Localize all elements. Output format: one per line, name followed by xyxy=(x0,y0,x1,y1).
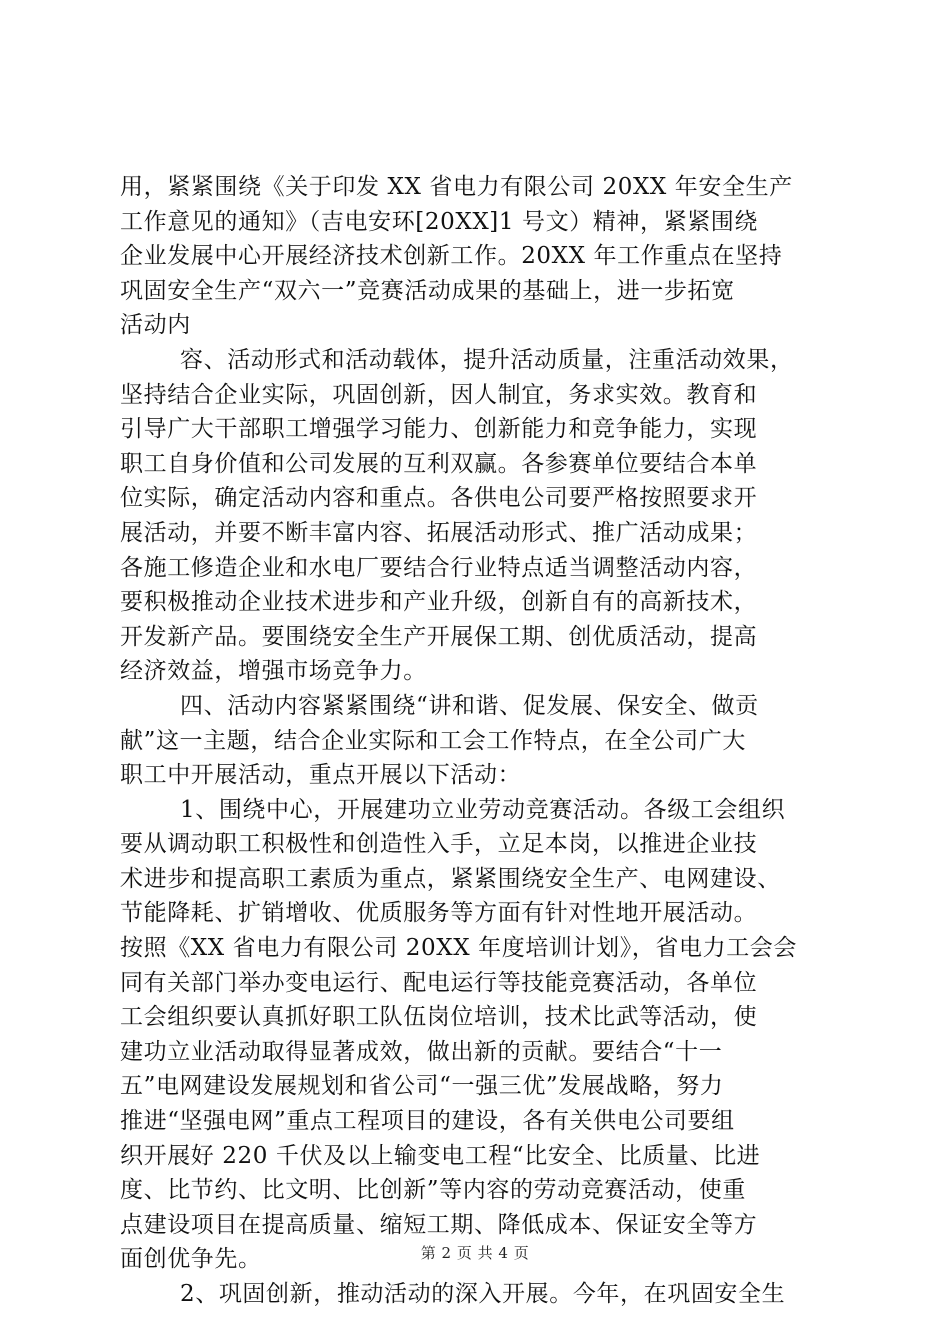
list-item-line: 1、围绕中心，开展建功立业劳动竞赛活动。各级工会组织 xyxy=(180,796,786,823)
section-heading-line: 四、活动内容紧紧围绕“讲和谐、促发展、保安全、做贡 xyxy=(180,692,759,719)
text-line: 工会组织要认真抓好职工队伍岗位培训，技术比武等活动，使 xyxy=(120,1004,758,1031)
text-line: 用，紧紧围绕《关于印发 XX 省电力有限公司 20XX 年安全生产 xyxy=(120,174,793,200)
text-line: 职工自身价值和公司发展的互利双赢。各参赛单位要结合本单 xyxy=(120,450,758,477)
text-line: 度、比节约、比文明、比创新”等内容的劳动竞赛活动，使重 xyxy=(120,1177,746,1204)
text-line: 要积极推动企业技术进步和产业升级，创新自有的高新技术， xyxy=(120,589,758,616)
page-number: 第 2 页 共 4 页 xyxy=(420,1244,530,1262)
text-line: 坚持结合企业实际，巩固创新，因人制宜，务求实效。教育和 xyxy=(120,381,758,408)
text-line: 位实际，确定活动内容和重点。各供电公司要严格按照要求开 xyxy=(120,485,758,512)
text-line: 要从调动职工积极性和创造性入手，立足本岗，以推进企业技 xyxy=(120,831,758,858)
text-line: 点建设项目在提高质量、缩短工期、降低成本、保证安全等方 xyxy=(120,1211,758,1238)
text-line: 巩固安全生产“双六一”竞赛活动成果的基础上，进一步拓宽 xyxy=(120,277,735,304)
text-line: 企业发展中心开展经济技术创新工作。20XX 年工作重点在坚持 xyxy=(120,243,783,270)
document-body xyxy=(120,170,840,1312)
text-line: 活动内 xyxy=(120,312,191,339)
text-line: 开发新产品。要围绕安全生产开展保工期、创优质活动，提高 xyxy=(120,623,758,650)
text-line: 面创优争先。 xyxy=(120,1246,262,1273)
text-line: 献”这一主题，结合企业实际和工会工作特点，在全公司广大 xyxy=(120,727,746,754)
text-line: 各施工修造企业和水电厂要结合行业特点适当调整活动内容， xyxy=(120,554,758,581)
text-line: 术进步和提高职工素质为重点，紧紧围绕安全生产、电网建设、 xyxy=(120,865,781,892)
text-line: 建功立业活动取得显著成效，做出新的贡献。要结合“十一 xyxy=(120,1038,723,1065)
text-line: 引导广大干部职工增强学习能力、创新能力和竞争能力，实现 xyxy=(120,416,758,443)
text-line: 节能降耗、扩销增收、优质服务等方面有针对性地开展活动。 xyxy=(120,900,758,927)
text-line: 职工中开展活动，重点开展以下活动： xyxy=(120,762,522,789)
text-line: 容、活动形式和活动载体，提升活动质量，注重活动效果， xyxy=(180,346,794,373)
text-line: 工作意见的通知》（吉电安环[20XX]1 号文）精神，紧紧围绕 xyxy=(120,208,759,235)
text-line: 同有关部门举办变电运行、配电运行等技能竞赛活动，各单位 xyxy=(120,969,758,996)
text-line: 五”电网建设发展规划和省公司“一强三优”发展战略，努力 xyxy=(120,1073,724,1100)
list-item-line: 2、巩固创新，推动活动的深入开展。今年，在巩固安全生 xyxy=(180,1281,786,1307)
text-line: 织开展好 220 千伏及以上输变电工程“比安全、比质量、比进 xyxy=(120,1142,761,1169)
text-line: 按照《XX 省电力有限公司 20XX 年度培训计划》，省电力工会会 xyxy=(120,935,797,962)
text-line: 展活动，并要不断丰富内容、拓展活动形式、推广活动成果； xyxy=(120,519,758,546)
text-line: 经济效益，增强市场竞争力。 xyxy=(120,658,427,685)
text-line: 推进“坚强电网”重点工程项目的建设，各有关供电公司要组 xyxy=(120,1108,735,1135)
